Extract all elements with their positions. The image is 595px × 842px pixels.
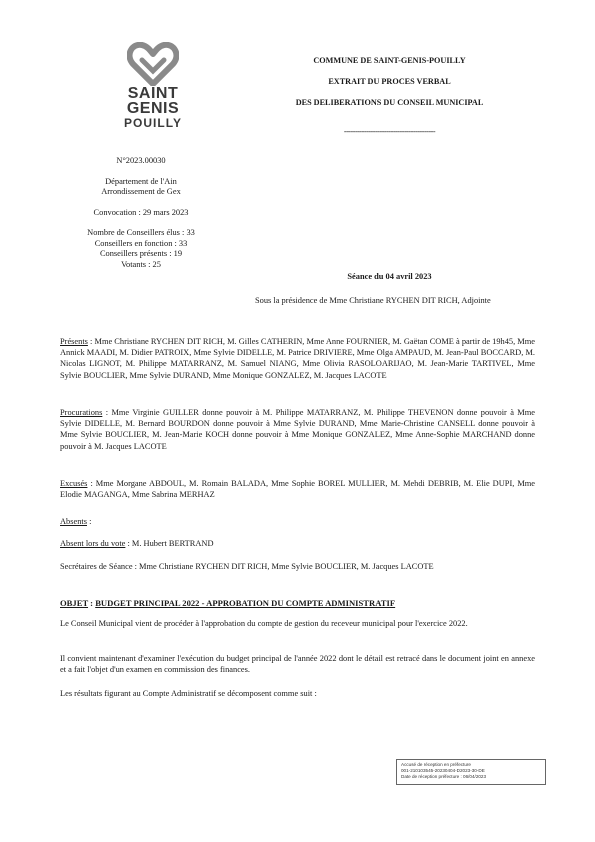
departement: Département de l'Ain bbox=[105, 176, 177, 186]
seance-date: Séance du 04 avril 2023 bbox=[347, 272, 432, 281]
presents-block bbox=[60, 336, 535, 381]
conseillers-en-fonction: Conseillers en fonction : 33 bbox=[94, 238, 188, 248]
excuses-text: : Mme Morgane ABDOUL, M. Romain BALADA, Mme Sophie BOREL MULLIER, M. Mehdi DEBRIB, M. Elie DUPI, Mme Elodie MAGANGA, Mme Sabrina MERHAZ bbox=[60, 479, 535, 500]
secretaires-label: Secrétaires de Séance bbox=[60, 562, 133, 571]
presents-label: Présents bbox=[60, 337, 88, 346]
header-separator: ----------------------------------------- bbox=[343, 127, 436, 136]
meeting-info bbox=[60, 156, 222, 270]
objet-separator: : bbox=[88, 598, 96, 608]
absents-label: Absents bbox=[60, 517, 87, 526]
objet-title: BUDGET PRINCIPAL 2022 - APPROBATION DU COMPTE ADMINISTRATIF bbox=[95, 598, 396, 608]
presidence: Sous la présidence de Mme Christiane RYCHEN DIT RICH, Adjointe bbox=[255, 296, 491, 305]
conseillers-elus: Nombre de Conseillers élus : 33 bbox=[87, 228, 195, 237]
votants: Votants : 25 bbox=[121, 259, 161, 269]
extrait-title: EXTRAIT DU PROCES VERBAL bbox=[328, 77, 451, 86]
absents-block bbox=[60, 516, 535, 527]
document-header bbox=[262, 56, 517, 148]
stamp-line-3: Date de réception préfecture : 06/04/2023 bbox=[401, 774, 487, 779]
logo-line-pouilly: POUILLY bbox=[124, 116, 182, 130]
prefecture-receipt-stamp bbox=[396, 759, 546, 785]
conseillers-presents: Conseillers présents : 19 bbox=[99, 249, 183, 258]
absent-vote-text: : M. Hubert BERTRAND bbox=[125, 539, 214, 548]
logo-line-genis: GENIS bbox=[126, 100, 180, 117]
deliberation-number: N°2023.00030 bbox=[116, 156, 166, 165]
convocation-date: Convocation : 29 mars 2023 bbox=[93, 207, 189, 217]
arrondissement: Arrondissement de Gex bbox=[101, 187, 181, 196]
excuses-block bbox=[60, 478, 535, 500]
logo-wordmark bbox=[108, 86, 198, 131]
secretaires-block bbox=[60, 561, 535, 572]
stamp-line-1: Accusé de réception en préfecture bbox=[401, 762, 471, 767]
heart-logo-icon bbox=[127, 42, 179, 86]
paragraph-3: Les résultats figurant au Compte Administratif se décomposent comme suit : bbox=[60, 689, 317, 698]
stamp-line-2: 001-210103545-20230404-D2023-30-DE bbox=[401, 768, 485, 773]
secretaires-text: : Mme Christiane RYCHEN DIT RICH, Mme Sylvie BOUCLIER, M. Jacques LACOTE bbox=[132, 562, 434, 571]
logo-line-saint: SAINT bbox=[127, 85, 179, 102]
paragraph-2: Il convient maintenant d'examiner l'exécution du budget principal de l'année 2022 dont le détail est retracé dans le document joint en annexe et a fait l'objet d'un examen en commission des finances. bbox=[60, 654, 535, 675]
procurations-label: Procurations bbox=[60, 408, 103, 417]
commune-name: COMMUNE DE SAINT-GENIS-POUILLY bbox=[313, 56, 466, 65]
objet-label: OBJET bbox=[60, 598, 89, 608]
objet-heading bbox=[60, 598, 395, 608]
absents-text: : bbox=[87, 517, 92, 526]
excuses-label: Excusés bbox=[60, 479, 88, 488]
absent-vote-block bbox=[60, 538, 535, 549]
procurations-text: : Mme Virginie GUILLER donne pouvoir à M. Philippe MATARRANZ, M. Philippe THEVENON donne pouvoir à Mme Sylvie DIDELLE, M. Bernard BOURDON donne pouvoir à Mme Sylvie DURAND, Mme Marie-Christine CANSELL donne pouvoir à Mme Sylvie BOUCLIER, M. Jean-Marie KOCH donne pouvoir à Mme Monique GONZALEZ, Mme Anne-Sophie MARCHAND donne pouvoir à M. Jacques LACOTE bbox=[60, 408, 535, 451]
deliberations-title: DES DELIBERATIONS DU CONSEIL MUNICIPAL bbox=[295, 98, 484, 107]
commune-logo bbox=[108, 42, 198, 131]
presents-text: : Mme Christiane RYCHEN DIT RICH, M. Gilles CATHERIN, Mme Anne FOURNIER, M. Gaëtan COME à partir de 19h45, Mme Annick MAADI, M. Didier PATROIX, Mme Sylvie DIDELLE, M. Patrice DRIVIERE, Mme Olga AMPAUD, M. Jean-Paul BOCCARD, M. Nicolas LIGNOT, M. Philippe MATARRANZ, M. Samuel NIANG, Mme Olivia RASOLOARIJAO, M. Jean-Marie TARTIVEL, Mme Sylvie BOUCLIER, Mme Sylvie DURAND, Mme Monique GONZALEZ, M. Jacques LACOTE bbox=[60, 337, 535, 380]
absent-vote-label: Absent lors du vote bbox=[60, 539, 126, 548]
paragraph-1: Le Conseil Municipal vient de procéder à l'approbation du compte de gestion du receveur municipal pour l'exercice 2022. bbox=[60, 619, 468, 628]
procurations-block bbox=[60, 407, 535, 452]
